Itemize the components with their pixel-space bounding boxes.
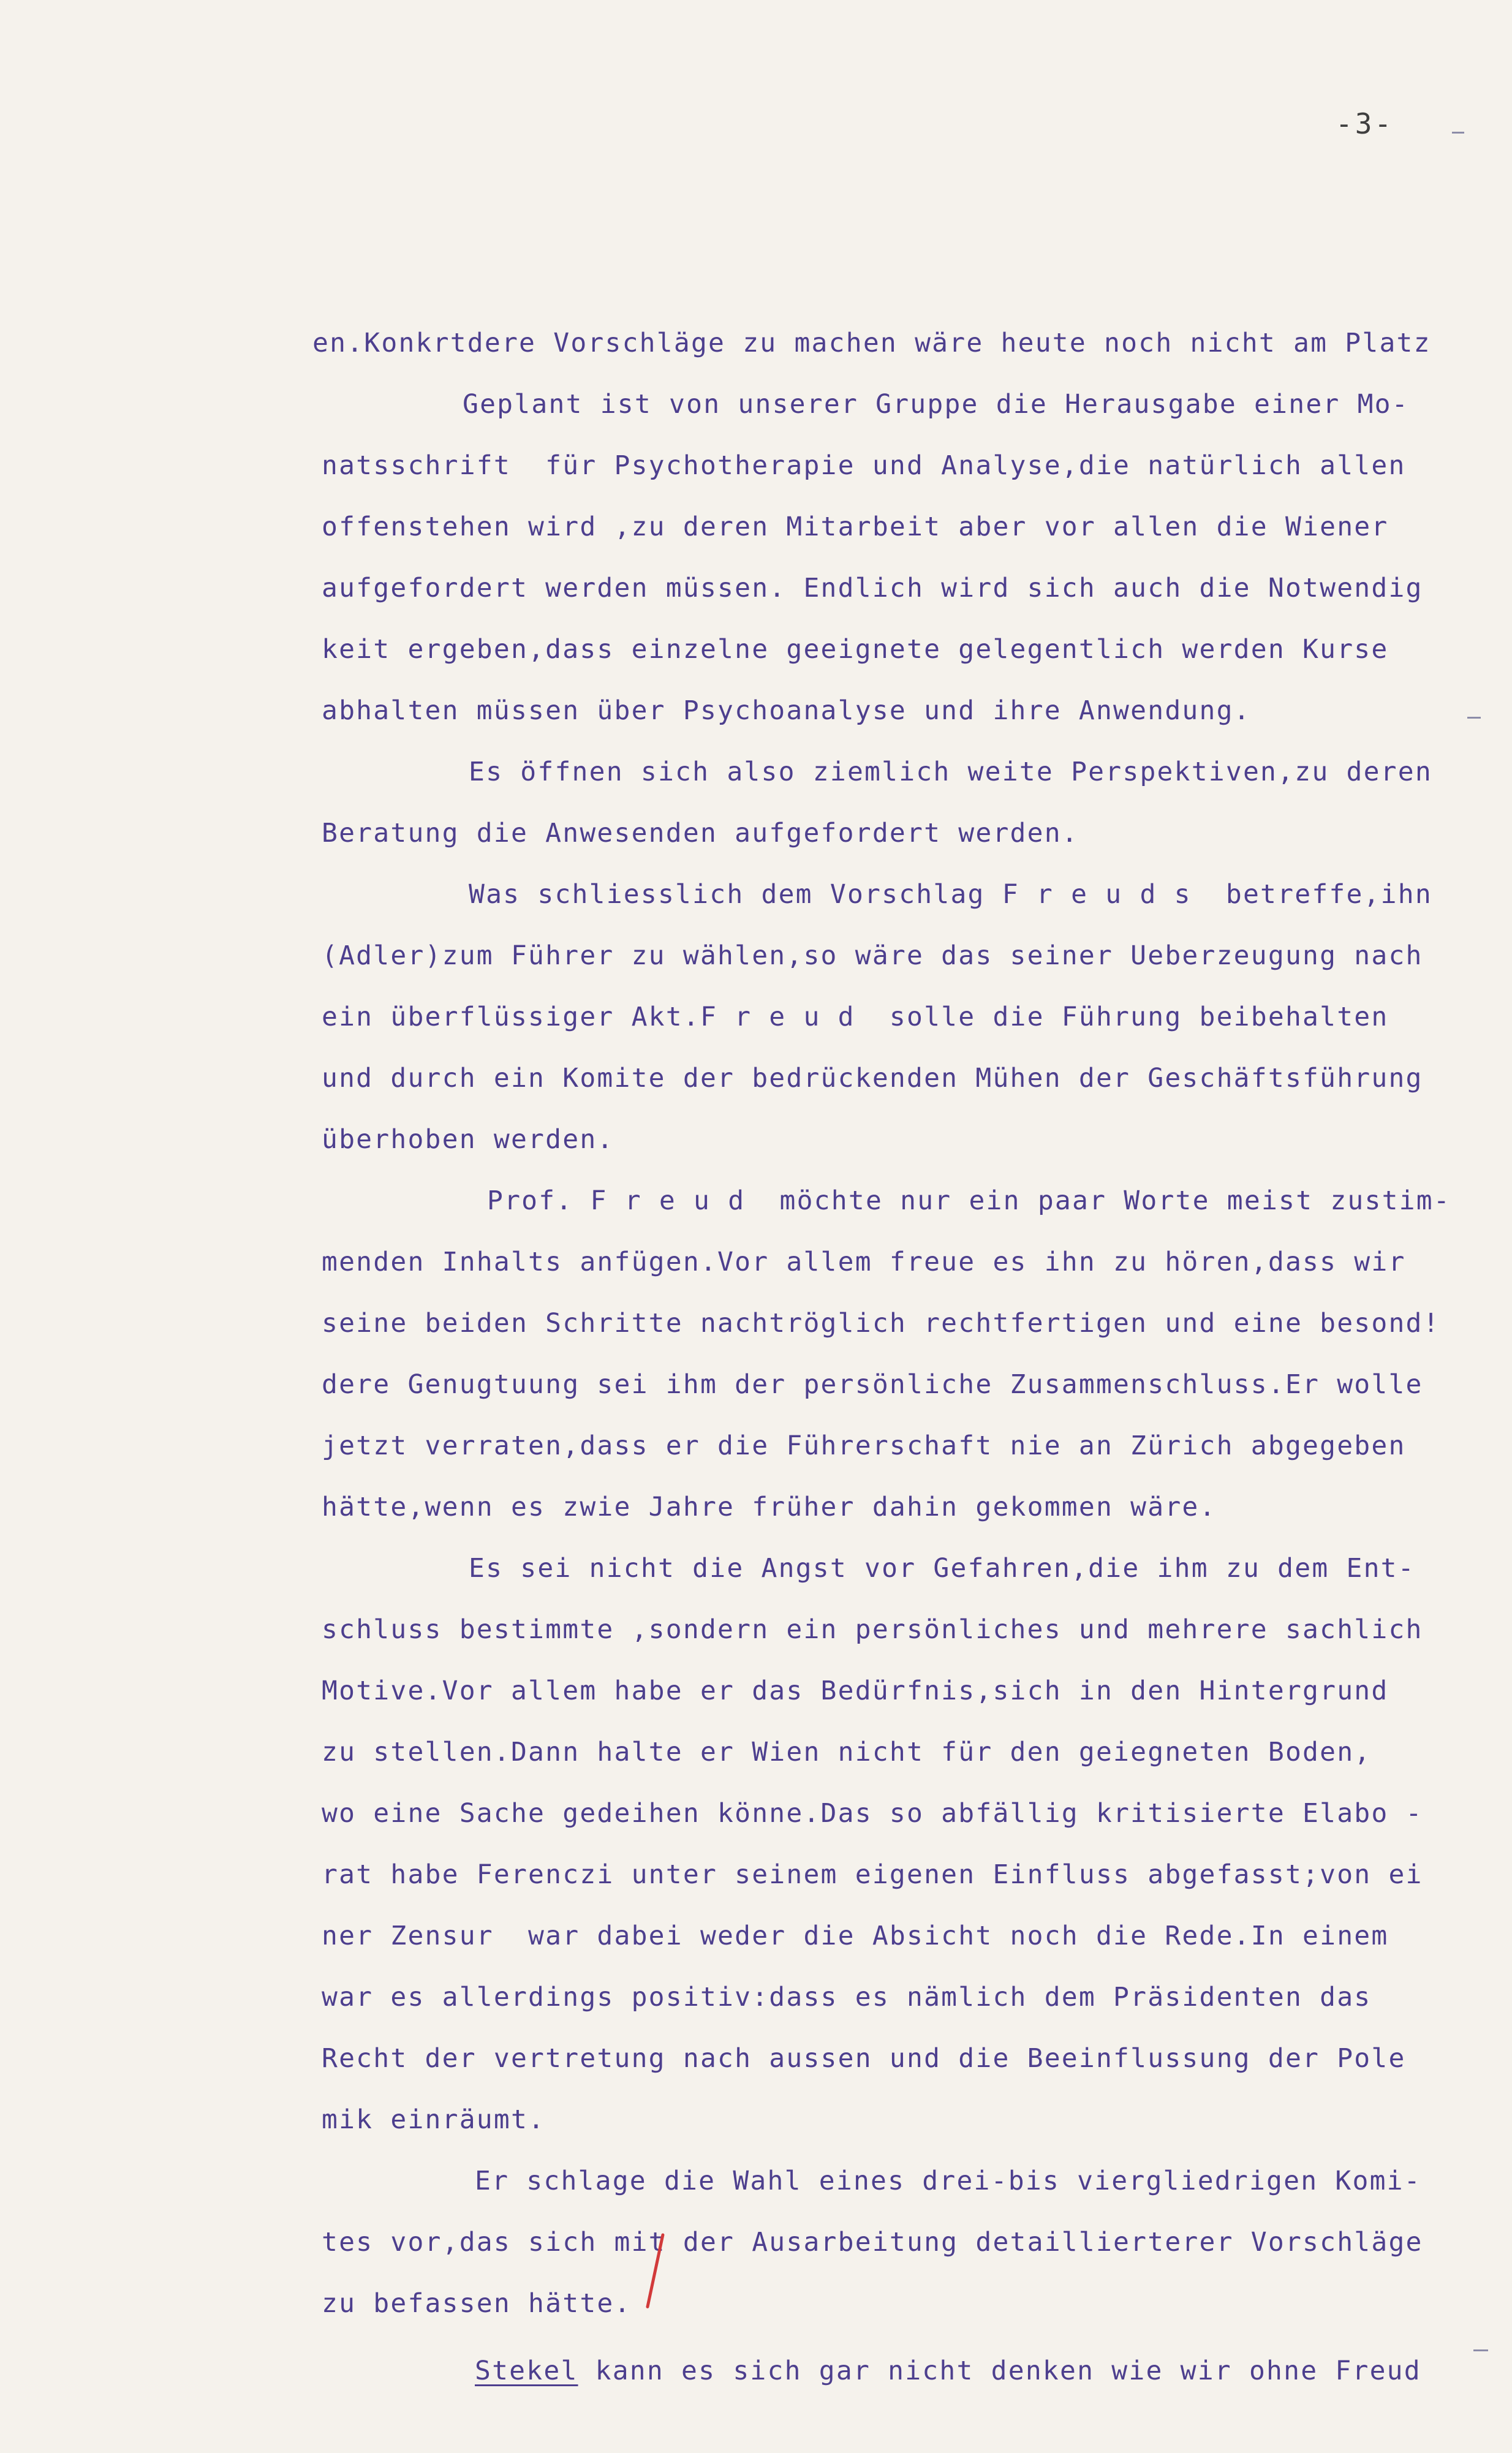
text-line: Geplant ist von unserer Gruppe die Herausgabe einer Mo- — [463, 389, 1409, 420]
text-line: Motive.Vor allem habe er das Bedürfnis,sich in den Hintergrund — [322, 1676, 1389, 1706]
text-line: Recht der vertretung nach aussen und die Beeinflussung der Pole — [322, 2043, 1406, 2074]
text-line: aufgefordert werden müssen. Endlich wird sich auch die Notwendig — [322, 573, 1423, 603]
page-number: -3- — [1336, 107, 1394, 140]
text-line: menden Inhalts anfügen.Vor allem freue es ihn zu hören,dass wir — [322, 1247, 1406, 1277]
text-line: Was schliesslich dem Vorschlag F r e u d s betreffe,ihn — [469, 879, 1432, 910]
text-line: en.Konkrtdere Vorschläge zu machen wäre heute noch nicht am Platz — [312, 328, 1431, 358]
text-line: jetzt verraten,dass er die Führerschaft nie an Zürich abgegeben — [322, 1431, 1406, 1461]
text-line: tes vor,das sich mit der Ausarbeitung detaillierterer Vorschläge — [322, 2227, 1423, 2258]
text-line: natsschrift für Psychotherapie und Analyse,die natürlich allen — [322, 450, 1406, 481]
text-line: wo eine Sache gedeihen könne.Das so abfällig kritisierte Elabo - — [322, 1798, 1423, 1829]
text-line: (Adler)zum Führer zu wählen,so wäre das seiner Ueberzeugung nach — [322, 940, 1423, 971]
text-line: rat habe Ferenczi unter seinem eigenen Einfluss abgefasst;von ei — [322, 1859, 1423, 1890]
text-line: zu stellen.Dann halte er Wien nicht für den geiegneten Boden, — [322, 1737, 1372, 1767]
text-line: Es sei nicht die Angst vor Gefahren,die ihm zu dem Ent- — [469, 1553, 1415, 1584]
text-line: zu befassen hätte. — [322, 2288, 632, 2319]
text-line: war es allerdings positiv:dass es nämlich dem Präsidenten das — [322, 1982, 1372, 2013]
margin-dash-mark — [1467, 717, 1481, 719]
text-line: und durch ein Komite der bedrückenden Mühen der Geschäftsführung — [322, 1063, 1423, 1094]
text-line-last — [475, 2353, 1421, 2389]
text-line: überhoben werden. — [322, 1124, 614, 1155]
margin-dash-mark — [1473, 2349, 1488, 2351]
speaker-name: Stekel — [475, 2356, 578, 2386]
text-line: keit ergeben,dass einzelne geeignete gelegentlich werden Kurse — [322, 634, 1389, 665]
text-line: ner Zensur war dabei weder die Absicht noch die Rede.In einem — [322, 1921, 1389, 1951]
text-line: hätte,wenn es zwie Jahre früher dahin gekommen wäre. — [322, 1492, 1217, 1522]
text-line: mik einräumt. — [322, 2104, 546, 2135]
margin-dash-mark — [1452, 132, 1464, 134]
text-line: dere Genugtuung sei ihm der persönliche Zusammenschluss.Er wolle — [322, 1369, 1423, 1400]
text-line: schluss bestimmte ,sondern ein persönliches und mehrere sachlich — [322, 1614, 1423, 1645]
text-line: Er schlage die Wahl eines drei-bis viergliedrigen Komi- — [475, 2166, 1421, 2196]
text-line: Beratung die Anwesenden aufgefordert werden. — [322, 818, 1079, 849]
text-line: offenstehen wird ,zu deren Mitarbeit aber vor allen die Wiener — [322, 512, 1389, 542]
text-line: Es öffnen sich also ziemlich weite Perspektiven,zu deren — [469, 757, 1432, 787]
text-line-rest: kann es sich gar nicht denken wie wir ohne Freud — [578, 2356, 1421, 2386]
text-line: Prof. F r e u d möchte nur ein paar Worte meist zustim- — [487, 1185, 1451, 1216]
text-line: ein überflüssiger Akt.F r e u d solle die Führung beibehalten — [322, 1002, 1389, 1032]
text-line: seine beiden Schritte nachtröglich rechtfertigen und eine besond! — [322, 1308, 1440, 1339]
text-line: abhalten müssen über Psychoanalyse und ihre Anwendung. — [322, 695, 1251, 726]
